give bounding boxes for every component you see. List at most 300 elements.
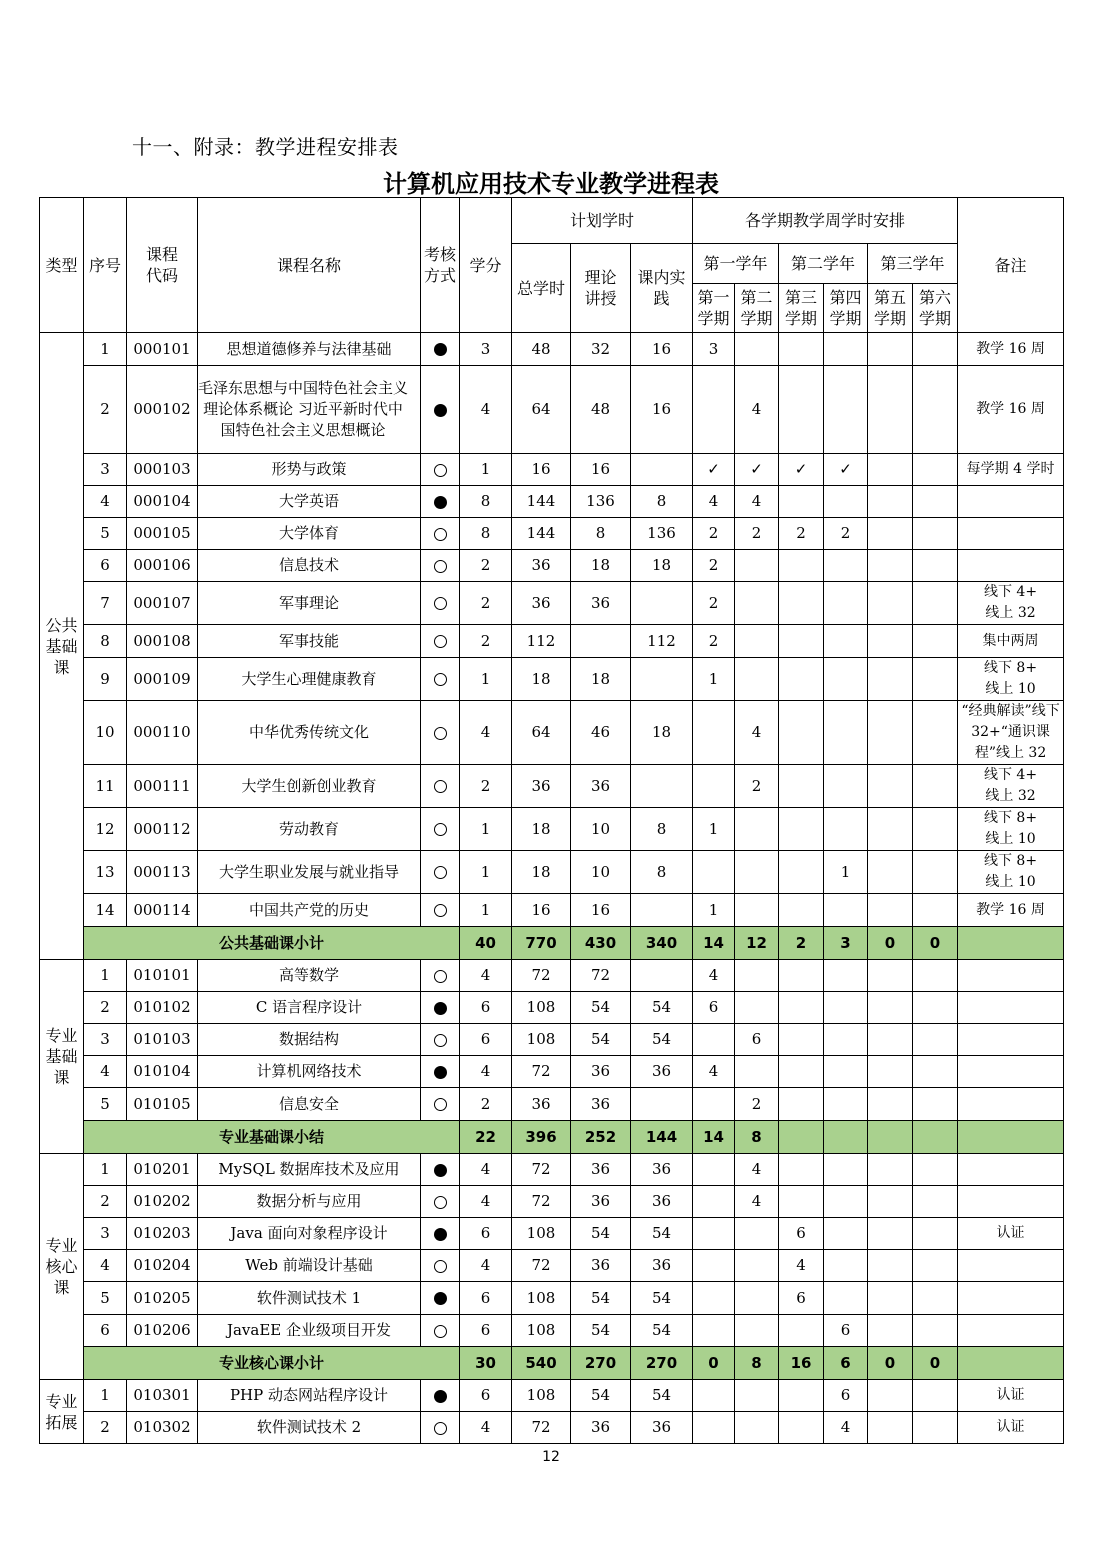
category-cell (40, 333, 84, 960)
credit-cell: 2 (460, 550, 512, 582)
semester-5-cell (868, 1218, 913, 1250)
assess-cell (421, 1250, 460, 1282)
hollow-circle-icon (434, 1422, 447, 1435)
semester-5-cell (868, 851, 913, 894)
total-hours-cell: 18 (512, 808, 571, 851)
semester-6-cell (913, 701, 958, 765)
semester-2-cell (735, 808, 779, 851)
semester-2-cell (735, 960, 779, 992)
practice-hours-cell: 54 (631, 992, 693, 1024)
header-sem1 (693, 284, 735, 333)
table-row (40, 366, 1064, 454)
seq-cell: 5 (84, 1088, 127, 1121)
course-name: Web 前端设计基础 (245, 1256, 373, 1274)
semester-3-cell (779, 486, 824, 518)
note-cell (958, 333, 1064, 366)
semester-1-cell: 1 (693, 894, 735, 927)
course-name: 信息技术 (278, 556, 339, 574)
credit-cell: 1 (460, 851, 512, 894)
seq-cell: 4 (84, 486, 127, 518)
practice-hours-cell: 112 (631, 625, 693, 658)
theory-hours-cell: 32 (571, 333, 631, 366)
table-row (40, 1056, 1064, 1088)
semester-4-cell (824, 625, 868, 658)
semester-3-cell (779, 992, 824, 1024)
practice-hours-cell: 36 (631, 1186, 693, 1218)
assess-cell (421, 1154, 460, 1186)
header-assess (421, 198, 460, 333)
total-hours-cell: 64 (512, 366, 571, 454)
practice-hours-cell: 54 (631, 1218, 693, 1250)
semester-6-cell (913, 1186, 958, 1218)
hollow-circle-icon (434, 970, 447, 983)
semester-5-cell (868, 1186, 913, 1218)
semester-5-cell (868, 486, 913, 518)
subtotal-practice-cell: 144 (631, 1121, 693, 1154)
semester-2-cell (735, 582, 779, 625)
course-name: Java 面向对象程序设计 (230, 1224, 388, 1242)
code-cell: 000111 (127, 765, 198, 808)
note-cell (958, 1282, 1064, 1315)
semester-3-cell (779, 894, 824, 927)
semester-1-cell: 1 (693, 658, 735, 701)
course-name-cell (198, 625, 421, 658)
assess-cell (421, 992, 460, 1024)
semester-6-cell (913, 1250, 958, 1282)
credit-cell: 2 (460, 765, 512, 808)
assess-cell (421, 454, 460, 486)
assess-cell (421, 366, 460, 454)
table-row (40, 1282, 1064, 1315)
subtotal-row (40, 1121, 1064, 1154)
semester-4-cell (824, 582, 868, 625)
semester-2-cell (735, 1282, 779, 1315)
semester-1-cell: ✓ (693, 454, 735, 486)
semester-6-cell (913, 992, 958, 1024)
total-hours-cell: 72 (512, 1154, 571, 1186)
subtotal-note-cell (958, 1121, 1064, 1154)
filled-circle-icon (434, 1228, 447, 1241)
note-cell (958, 454, 1064, 486)
semester-1-cell (693, 1380, 735, 1412)
code-cell: 010101 (127, 960, 198, 992)
semester-3-cell (779, 960, 824, 992)
table-row (40, 333, 1064, 366)
course-name-cell (198, 1315, 421, 1347)
semester-5-cell (868, 366, 913, 454)
course-name-cell (198, 1088, 421, 1121)
schedule-table (39, 197, 1064, 1444)
table-row (40, 550, 1064, 582)
assess-cell (421, 333, 460, 366)
total-hours-cell: 108 (512, 992, 571, 1024)
note-cell (958, 1218, 1064, 1250)
semester-6-cell (913, 960, 958, 992)
page-number: 12 (542, 1449, 560, 1465)
credit-cell: 3 (460, 333, 512, 366)
course-name: 思想道德修养与法律基础 (226, 339, 392, 358)
course-name-cell (198, 992, 421, 1024)
filled-circle-icon (434, 1002, 447, 1015)
course-name: MySQL 数据库技术及应用 (218, 1160, 400, 1178)
subtotal-total-cell: 770 (512, 927, 571, 960)
note-cell (958, 1088, 1064, 1121)
credit-cell: 8 (460, 486, 512, 518)
total-hours-cell: 112 (512, 625, 571, 658)
note-text: 集中两周 (982, 632, 1039, 649)
subtotal-s6-cell (913, 1121, 958, 1154)
table-row (40, 518, 1064, 550)
seq-cell: 2 (84, 366, 127, 454)
semester-2-cell: 2 (735, 518, 779, 550)
credit-cell: 2 (460, 625, 512, 658)
semester-4-cell (824, 658, 868, 701)
practice-hours-cell (631, 960, 693, 992)
semester-5-cell (868, 454, 913, 486)
seq-cell: 9 (84, 658, 127, 701)
semester-3-cell (779, 1315, 824, 1347)
practice-hours-cell: 18 (631, 701, 693, 765)
semester-1-cell (693, 1315, 735, 1347)
subtotal-label: 专业基础课小结 (84, 1121, 460, 1154)
total-hours-cell: 108 (512, 1024, 571, 1056)
seq-cell: 1 (84, 333, 127, 366)
note-cell (958, 992, 1064, 1024)
header-plan-hours: 计划学时 (512, 198, 693, 244)
code-cell: 010105 (127, 1088, 198, 1121)
semester-4-cell (824, 1088, 868, 1121)
total-hours-cell: 64 (512, 701, 571, 765)
credit-cell: 4 (460, 960, 512, 992)
course-name-cell (198, 1412, 421, 1444)
course-name-cell (198, 1024, 421, 1056)
hollow-circle-icon (434, 560, 447, 573)
course-name: 信息安全 (278, 1094, 339, 1113)
semester-3-cell: 2 (779, 518, 824, 550)
subtotal-s1-cell: 0 (693, 1347, 735, 1380)
semester-5-cell (868, 582, 913, 625)
note-cell (958, 582, 1064, 625)
table-row (40, 960, 1064, 992)
semester-2-cell: 2 (735, 765, 779, 808)
semester-3-cell (779, 851, 824, 894)
semester-5-cell (868, 765, 913, 808)
credit-cell: 1 (460, 808, 512, 851)
note-text: “经典解读”线下 32+“通识课程”线上 32 (961, 703, 1060, 761)
total-hours-cell: 72 (512, 1186, 571, 1218)
code-cell: 000106 (127, 550, 198, 582)
code-cell: 010301 (127, 1380, 198, 1412)
header-weekly: 各学期教学周学时安排 (693, 198, 958, 244)
header-sem3 (779, 284, 824, 333)
header-assess-text: 考核方式 (423, 245, 456, 285)
header-code-text: 课程代码 (145, 245, 178, 285)
practice-hours-cell (631, 894, 693, 927)
table-row (40, 658, 1064, 701)
code-cell: 010206 (127, 1315, 198, 1347)
semester-4-cell (824, 366, 868, 454)
semester-2-cell: 4 (735, 701, 779, 765)
total-hours-cell: 144 (512, 518, 571, 550)
credit-cell: 6 (460, 992, 512, 1024)
semester-1-cell (693, 1186, 735, 1218)
note-cell (958, 1412, 1064, 1444)
course-name-cell (198, 894, 421, 927)
header-year2: 第二学年 (779, 244, 868, 284)
semester-3-cell: ✓ (779, 454, 824, 486)
note-text: 线下 8+ 线上 10 (983, 660, 1038, 697)
seq-cell: 2 (84, 992, 127, 1024)
course-name: PHP 动态网站程序设计 (229, 1386, 389, 1404)
course-name: 高等数学 (278, 966, 339, 984)
table-title: 计算机应用技术专业教学进程表 (383, 170, 719, 198)
header-sem2-text: 第二学期 (740, 288, 773, 328)
hollow-circle-icon (434, 823, 447, 836)
filled-circle-icon (434, 1390, 447, 1403)
subtotal-theory-cell: 252 (571, 1121, 631, 1154)
course-name: 毛泽东思想与中国特色社会主义理论体系概论 习近平新时代中国特色社会主义思想概论 (198, 379, 409, 439)
assess-cell (421, 1380, 460, 1412)
subtotal-credit-cell: 22 (460, 1121, 512, 1154)
code-cell: 000110 (127, 701, 198, 765)
category-cell (40, 1380, 84, 1444)
semester-4-cell: 1 (824, 851, 868, 894)
semester-4-cell (824, 1056, 868, 1088)
seq-cell: 5 (84, 518, 127, 550)
code-cell: 010102 (127, 992, 198, 1024)
table-row (40, 1186, 1064, 1218)
assess-cell (421, 486, 460, 518)
course-name: 大学生创新创业教育 (241, 776, 377, 795)
header-theory-text: 理论讲授 (584, 268, 617, 308)
practice-hours-cell: 8 (631, 808, 693, 851)
table-row (40, 808, 1064, 851)
seq-cell: 14 (84, 894, 127, 927)
course-name-cell (198, 960, 421, 992)
theory-hours-cell: 54 (571, 1218, 631, 1250)
code-cell: 000105 (127, 518, 198, 550)
note-cell (958, 1315, 1064, 1347)
header-practice-text: 课内实践 (637, 268, 686, 308)
assess-cell (421, 808, 460, 851)
semester-2-cell (735, 333, 779, 366)
note-cell (958, 894, 1064, 927)
header-theory (571, 244, 631, 333)
semester-6-cell (913, 366, 958, 454)
practice-hours-cell: 16 (631, 366, 693, 454)
table-row (40, 992, 1064, 1024)
code-cell: 000114 (127, 894, 198, 927)
semester-4-cell (824, 1250, 868, 1282)
seq-cell: 1 (84, 960, 127, 992)
code-cell: 000113 (127, 851, 198, 894)
note-cell (958, 486, 1064, 518)
semester-2-cell (735, 1056, 779, 1088)
seq-cell: 11 (84, 765, 127, 808)
assess-cell (421, 765, 460, 808)
course-name-cell (198, 1250, 421, 1282)
semester-2-cell (735, 1380, 779, 1412)
note-text: 每学期 4 学时 (966, 461, 1055, 477)
note-cell (958, 1154, 1064, 1186)
note-cell (958, 658, 1064, 701)
assess-cell (421, 1186, 460, 1218)
header-type: 类型 (40, 198, 84, 333)
semester-5-cell (868, 1024, 913, 1056)
theory-hours-cell: 54 (571, 1380, 631, 1412)
subtotal-s2-cell: 8 (735, 1347, 779, 1380)
theory-hours-cell: 18 (571, 658, 631, 701)
note-text: 线下 4+ 线上 32 (983, 584, 1038, 621)
seq-cell: 1 (84, 1380, 127, 1412)
semester-4-cell (824, 1024, 868, 1056)
seq-cell: 4 (84, 1056, 127, 1088)
semester-3-cell (779, 658, 824, 701)
hollow-circle-icon (434, 780, 447, 793)
note-cell (958, 960, 1064, 992)
practice-hours-cell: 54 (631, 1282, 693, 1315)
semester-5-cell (868, 1412, 913, 1444)
total-hours-cell: 18 (512, 851, 571, 894)
hollow-circle-icon (434, 1098, 447, 1111)
semester-5-cell (868, 658, 913, 701)
practice-hours-cell: 54 (631, 1024, 693, 1056)
course-name: 军事理论 (278, 593, 339, 612)
semester-5-cell (868, 333, 913, 366)
semester-3-cell (779, 550, 824, 582)
hollow-circle-icon (434, 1034, 447, 1047)
semester-2-cell: 6 (735, 1024, 779, 1056)
course-name-cell (198, 851, 421, 894)
subtotal-label: 公共基础课小计 (84, 927, 460, 960)
semester-1-cell (693, 1088, 735, 1121)
theory-hours-cell: 36 (571, 1088, 631, 1121)
semester-1-cell (693, 1250, 735, 1282)
semester-3-cell (779, 1088, 824, 1121)
practice-hours-cell (631, 765, 693, 808)
note-cell (958, 851, 1064, 894)
semester-5-cell (868, 1154, 913, 1186)
semester-3-cell (779, 1154, 824, 1186)
semester-4-cell (824, 894, 868, 927)
total-hours-cell: 36 (512, 1088, 571, 1121)
theory-hours-cell: 36 (571, 1412, 631, 1444)
semester-4-cell (824, 333, 868, 366)
category-label: 专业核心课 (45, 1236, 78, 1297)
semester-4-cell (824, 701, 868, 765)
subtotal-row (40, 927, 1064, 960)
table-row (40, 1315, 1064, 1347)
semester-3-cell: 6 (779, 1282, 824, 1315)
semester-6-cell (913, 518, 958, 550)
hollow-circle-icon (434, 727, 447, 740)
total-hours-cell: 72 (512, 1412, 571, 1444)
note-text: 认证 (996, 1419, 1025, 1435)
assess-cell (421, 658, 460, 701)
hollow-circle-icon (434, 866, 447, 879)
assess-cell (421, 1412, 460, 1444)
theory-hours-cell: 10 (571, 851, 631, 894)
semester-2-cell (735, 658, 779, 701)
semester-6-cell (913, 808, 958, 851)
note-cell (958, 701, 1064, 765)
subtotal-practice-cell: 340 (631, 927, 693, 960)
credit-cell: 4 (460, 366, 512, 454)
subtotal-s4-cell: 3 (824, 927, 868, 960)
practice-hours-cell: 36 (631, 1412, 693, 1444)
total-hours-cell: 16 (512, 454, 571, 486)
semester-6-cell (913, 1088, 958, 1121)
assess-cell (421, 1218, 460, 1250)
header-sem4-text: 第四学期 (829, 288, 862, 328)
credit-cell: 1 (460, 454, 512, 486)
semester-5-cell (868, 1088, 913, 1121)
semester-4-cell (824, 550, 868, 582)
semester-3-cell (779, 1412, 824, 1444)
subtotal-s2-cell: 8 (735, 1121, 779, 1154)
seq-cell: 8 (84, 625, 127, 658)
table-row (40, 765, 1064, 808)
semester-1-cell (693, 1218, 735, 1250)
semester-6-cell (913, 550, 958, 582)
table-row (40, 1088, 1064, 1121)
header-row-1 (40, 198, 1064, 244)
course-name: 中国共产党的历史 (248, 900, 369, 919)
table-row (40, 851, 1064, 894)
note-cell (958, 1250, 1064, 1282)
semester-2-cell (735, 1250, 779, 1282)
credit-cell: 1 (460, 658, 512, 701)
practice-hours-cell: 18 (631, 550, 693, 582)
subtotal-total-cell: 396 (512, 1121, 571, 1154)
practice-hours-cell: 8 (631, 851, 693, 894)
semester-2-cell (735, 1315, 779, 1347)
total-hours-cell: 48 (512, 333, 571, 366)
course-name-cell (198, 582, 421, 625)
semester-6-cell (913, 454, 958, 486)
semester-1-cell: 4 (693, 486, 735, 518)
category-cell (40, 960, 84, 1154)
theory-hours-cell: 8 (571, 518, 631, 550)
credit-cell: 6 (460, 1380, 512, 1412)
practice-hours-cell (631, 658, 693, 701)
code-cell: 000107 (127, 582, 198, 625)
theory-hours-cell (571, 625, 631, 658)
category-label: 专业拓展 (45, 1391, 78, 1432)
subtotal-practice-cell: 270 (631, 1347, 693, 1380)
semester-3-cell: 6 (779, 1218, 824, 1250)
semester-3-cell (779, 765, 824, 808)
total-hours-cell: 108 (512, 1315, 571, 1347)
course-name-cell (198, 1282, 421, 1315)
semester-6-cell (913, 1024, 958, 1056)
note-cell (958, 1380, 1064, 1412)
semester-6-cell (913, 625, 958, 658)
semester-4-cell: 2 (824, 518, 868, 550)
total-hours-cell: 144 (512, 486, 571, 518)
credit-cell: 4 (460, 1186, 512, 1218)
semester-1-cell: 6 (693, 992, 735, 1024)
note-cell (958, 1056, 1064, 1088)
table-row (40, 582, 1064, 625)
course-name-cell (198, 808, 421, 851)
header-sem6 (913, 284, 958, 333)
total-hours-cell: 18 (512, 658, 571, 701)
course-name-cell (198, 701, 421, 765)
credit-cell: 6 (460, 1024, 512, 1056)
note-text: 认证 (996, 1387, 1025, 1403)
theory-hours-cell: 136 (571, 486, 631, 518)
